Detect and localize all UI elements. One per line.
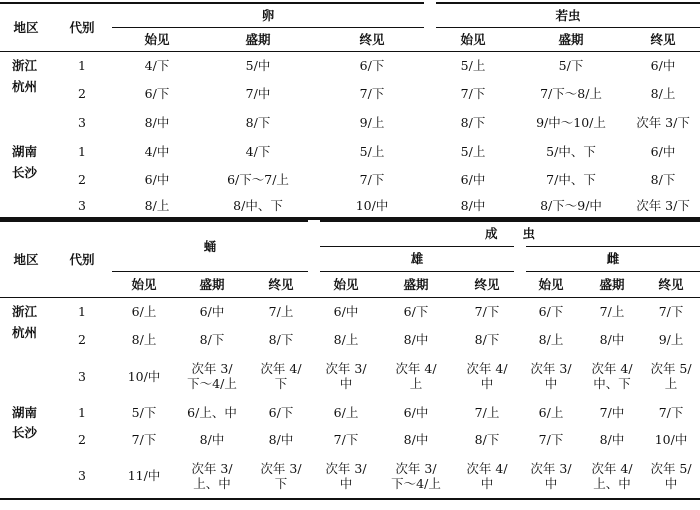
cell	[112, 325, 176, 353]
sub-header: 始见	[112, 271, 176, 297]
header-egg: 卵	[112, 3, 430, 27]
sub-header: 盛期	[378, 271, 454, 297]
cell-line: 次年 4/	[260, 361, 302, 376]
cell-line: 下	[274, 475, 288, 491]
cell	[642, 425, 700, 453]
cell-line: 7/上	[268, 303, 294, 319]
cell-line: 次年 4/	[395, 361, 437, 376]
cell	[248, 353, 314, 399]
cell-line: 中	[339, 376, 353, 391]
cell-line: 8/下	[474, 331, 500, 347]
cell	[176, 353, 248, 399]
cell-line: 6/上	[131, 303, 157, 319]
cell	[582, 399, 642, 425]
cell: 6/下	[144, 85, 170, 101]
cell: 9/中～10/上	[536, 114, 606, 130]
cell	[314, 297, 378, 325]
cell-line: 次年 4/	[591, 361, 633, 376]
cell: 7/中	[245, 85, 271, 101]
cell-line: 6/中	[403, 404, 429, 420]
cell: 7/下	[460, 85, 486, 101]
cell	[314, 325, 378, 353]
cell: 次年 3/下	[626, 193, 700, 219]
cell-line: 7/下	[333, 431, 359, 447]
sub-header: 始见	[430, 27, 516, 51]
cell: 5/下	[558, 57, 584, 73]
cell: 8/下	[245, 114, 271, 130]
cell-line: 中	[480, 376, 494, 391]
generation: 3	[78, 114, 86, 130]
generation: 2	[78, 331, 86, 347]
cell-line: 上、中	[593, 475, 631, 491]
cell-line: 下～4/上	[391, 475, 441, 491]
cell	[176, 325, 248, 353]
sub-header: 盛期	[202, 27, 314, 51]
sub-header: 终见	[314, 27, 430, 51]
cell-line: 6/下	[403, 303, 429, 319]
generation: 1	[78, 143, 86, 159]
cell: 8/中	[430, 193, 516, 219]
generation: 3	[52, 453, 112, 499]
cell	[582, 453, 642, 499]
table-row	[0, 353, 700, 399]
cell: 8/上	[112, 193, 202, 219]
cell-line: 上、中	[193, 475, 231, 491]
cell: 5/中	[245, 57, 271, 73]
cell	[314, 399, 378, 425]
cell	[112, 425, 176, 453]
cell-line: 次年 3/	[260, 460, 302, 476]
cell: 5/中、下	[546, 143, 596, 159]
table-row	[0, 79, 700, 107]
cell-line: 中	[544, 376, 558, 391]
cell-line: 6/上	[333, 404, 359, 420]
cell-line: 次年 4/	[466, 460, 508, 476]
cell	[520, 353, 582, 399]
region-name: 湖南	[12, 404, 38, 420]
generation: 2	[78, 431, 86, 447]
header-pupa: 蛹	[112, 221, 314, 271]
cell-line: 7/下	[658, 404, 684, 420]
cell-line: 7/下	[474, 303, 500, 319]
cell-line: 10/中	[654, 431, 688, 447]
sub-header: 终见	[626, 27, 700, 51]
cell-line: 8/上	[538, 331, 564, 347]
sub-header: 始见	[112, 27, 202, 51]
cell-line: 中	[339, 475, 353, 491]
cell-line: 7/下	[538, 431, 564, 447]
cell-line: 5/下	[131, 404, 157, 420]
cell	[520, 399, 582, 425]
region-name: 杭州	[12, 325, 38, 340]
cell	[582, 325, 642, 353]
cell: 7/中、下	[546, 171, 596, 187]
cell: 6/中	[650, 143, 676, 159]
cell-line: 次年 3/	[530, 361, 572, 376]
cell	[582, 425, 642, 453]
cell-line: 中	[544, 475, 558, 491]
cell: 7/下	[359, 171, 385, 187]
cell: 6/下～7/上	[227, 171, 289, 187]
cell	[454, 353, 520, 399]
cell-line: 7/下	[131, 431, 157, 447]
table-row	[0, 137, 700, 165]
cell: 5/上	[460, 57, 486, 73]
region-name: 浙江	[12, 57, 38, 73]
cell-line: 8/上	[131, 331, 157, 347]
generation: 2	[78, 171, 86, 187]
cell-line: 中	[480, 475, 494, 491]
cell	[112, 297, 176, 325]
cell-line: 上	[664, 376, 678, 391]
cell: 8/中	[144, 114, 170, 130]
header-generation: 代别	[52, 3, 112, 51]
header-region: 地区	[0, 221, 52, 297]
cell: 5/上	[359, 143, 385, 159]
cell	[582, 297, 642, 325]
cell	[520, 297, 582, 325]
cell: 8/下	[460, 114, 486, 130]
cell	[642, 297, 700, 325]
cell-line: 8/中	[599, 331, 625, 347]
sub-header: 终见	[248, 271, 314, 297]
sub-header: 始见	[314, 271, 378, 297]
cell	[248, 297, 314, 325]
table-row	[0, 165, 700, 193]
sub-header: 盛期	[176, 271, 248, 297]
cell-line: 次年 3/	[191, 361, 233, 376]
header-male: 雄	[314, 246, 520, 271]
header-generation: 代别	[52, 221, 112, 297]
cell	[520, 453, 582, 499]
pupa-adult-table	[0, 220, 700, 500]
cell: 10/中	[314, 193, 430, 219]
table-row	[0, 399, 700, 425]
cell	[176, 297, 248, 325]
table-row	[0, 107, 700, 137]
cell: 7/下	[359, 85, 385, 101]
cell-line: 6/下	[268, 404, 294, 420]
cell	[314, 425, 378, 453]
cell-line: 次年 5/	[650, 460, 692, 476]
cell-line: 次年 3/	[191, 460, 233, 476]
cell: 6/中	[144, 171, 170, 187]
cell-line: 次年 3/	[395, 460, 437, 476]
cell	[378, 297, 454, 325]
region-name: 长沙	[12, 165, 38, 180]
cell: 6/中	[650, 57, 676, 73]
cell-line: 8/中	[199, 431, 225, 447]
cell-line: 7/中	[599, 404, 625, 420]
cell	[314, 353, 378, 399]
cell	[176, 399, 248, 425]
cell-line: 6/上、中	[187, 404, 237, 420]
cell-line: 7/下	[658, 303, 684, 319]
cell	[520, 325, 582, 353]
cell	[642, 399, 700, 425]
generation: 1	[78, 303, 86, 319]
cell	[582, 353, 642, 399]
table-row	[0, 297, 700, 325]
cell	[248, 425, 314, 453]
cell	[642, 325, 700, 353]
cell: 4/下	[245, 143, 271, 159]
egg-nymph-table	[0, 2, 700, 220]
cell	[378, 399, 454, 425]
cell-line: 8/中	[403, 431, 429, 447]
cell-line: 8/下	[474, 431, 500, 447]
cell	[248, 453, 314, 499]
cell-line: 次年 5/	[650, 361, 692, 376]
cell-line: 6/上	[538, 404, 564, 420]
cell-line: 6/中	[199, 303, 225, 319]
header-nymph: 若虫	[430, 3, 700, 27]
table-row	[0, 453, 700, 499]
header-adult: 成 虫	[314, 221, 700, 246]
cell: 8/中、下	[202, 193, 314, 219]
cell-line: 8/上	[333, 331, 359, 347]
header-region: 地区	[0, 3, 52, 51]
cell: 4/下	[144, 57, 170, 73]
cell-line: 次年 4/	[466, 361, 508, 376]
cell-line: 8/中	[403, 331, 429, 347]
cell-line: 6/中	[333, 303, 359, 319]
header-female: 雌	[520, 246, 700, 271]
region-name: 杭州	[12, 79, 38, 94]
cell: 8/下～9/中	[516, 193, 626, 219]
cell-line: 下～4/上	[187, 376, 237, 391]
region-name: 长沙	[12, 425, 38, 440]
sub-header: 盛期	[582, 271, 642, 297]
table-row	[0, 193, 700, 219]
cell	[454, 297, 520, 325]
cell-line: 中、下	[593, 376, 631, 391]
cell	[314, 453, 378, 499]
cell	[248, 325, 314, 353]
cell	[112, 353, 176, 399]
table-row	[0, 325, 700, 353]
cell	[378, 353, 454, 399]
region-name: 浙江	[12, 303, 38, 319]
generation: 2	[78, 85, 86, 101]
cell-line: 下	[274, 376, 288, 391]
cell-line: 7/上	[474, 404, 500, 420]
cell: 5/上	[460, 143, 486, 159]
generation: 1	[78, 57, 86, 73]
cell: 9/上	[359, 114, 385, 130]
sub-header: 终见	[454, 271, 520, 297]
cell: 6/中	[460, 171, 486, 187]
cell: 4/中	[144, 143, 170, 159]
generation: 1	[78, 404, 86, 420]
cell-line: 7/上	[599, 303, 625, 319]
cell-line: 6/下	[538, 303, 564, 319]
table-row	[0, 425, 700, 453]
cell: 次年 3/下	[636, 114, 690, 130]
cell-line: 8/下	[268, 331, 294, 347]
cell	[176, 425, 248, 453]
cell-line: 次年 3/	[530, 460, 572, 476]
cell	[112, 453, 176, 499]
cell: 8/上	[650, 85, 676, 101]
table-row	[0, 51, 700, 79]
cell	[642, 453, 700, 499]
sub-header: 终见	[642, 271, 700, 297]
cell	[378, 453, 454, 499]
cell: 6/下	[359, 57, 385, 73]
cell-line: 8/中	[268, 431, 294, 447]
cell	[176, 453, 248, 499]
sub-header: 盛期	[516, 27, 626, 51]
cell	[520, 425, 582, 453]
cell-line: 11/中	[127, 468, 161, 483]
cell	[112, 399, 176, 425]
cell	[642, 353, 700, 399]
cell	[454, 325, 520, 353]
cell-line: 上	[409, 376, 423, 391]
cell	[454, 399, 520, 425]
generation: 3	[52, 193, 112, 219]
cell-line: 次年 3/	[325, 361, 367, 376]
cell	[248, 399, 314, 425]
cell	[378, 425, 454, 453]
cell	[454, 453, 520, 499]
cell-line: 10/中	[127, 368, 161, 384]
cell-line: 9/上	[658, 331, 684, 347]
generation: 3	[78, 368, 86, 384]
sub-header: 始见	[520, 271, 582, 297]
cell-line: 次年 4/	[591, 460, 633, 476]
cell-line: 8/下	[199, 331, 225, 347]
cell-line: 次年 3/	[325, 460, 367, 476]
cell: 8/下	[650, 171, 676, 187]
cell-line: 中	[664, 475, 678, 491]
cell	[454, 425, 520, 453]
cell-line: 8/中	[599, 431, 625, 447]
cell	[378, 325, 454, 353]
table-divider	[0, 217, 700, 218]
cell: 7/下～8/上	[540, 85, 602, 101]
region-name: 湖南	[12, 143, 38, 159]
